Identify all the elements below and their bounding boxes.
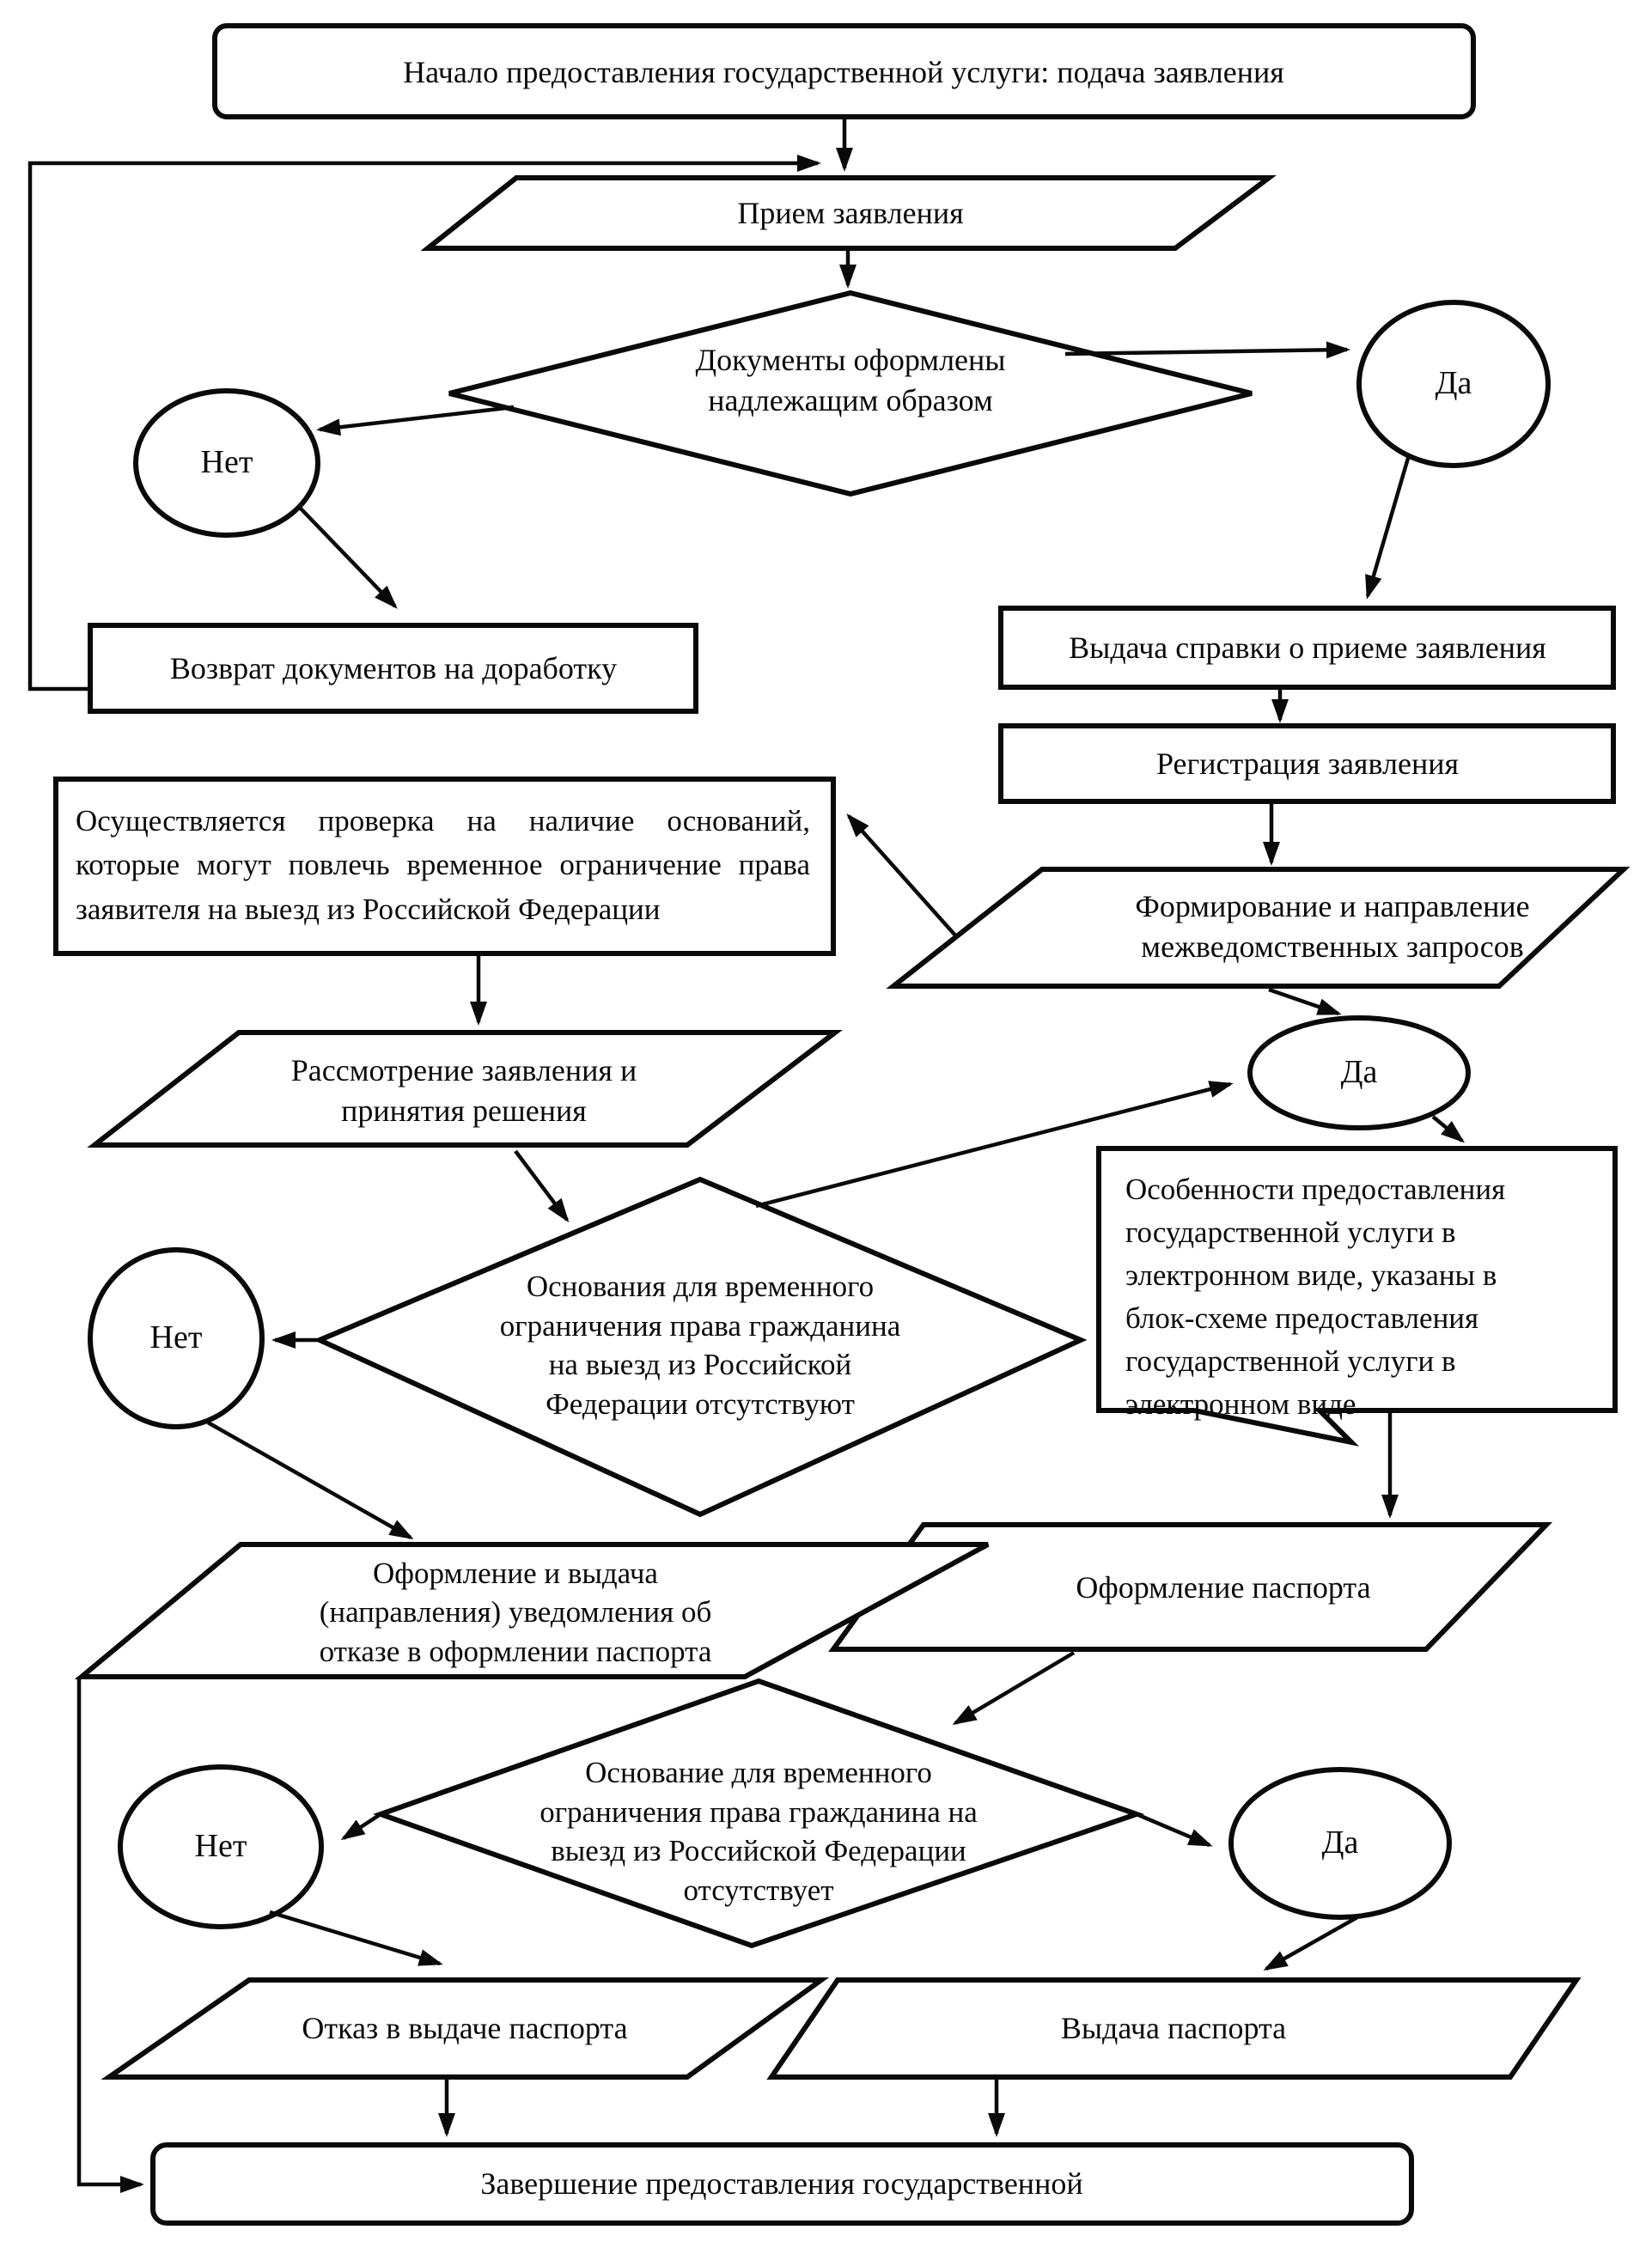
arrow-yes-to-receipt xyxy=(1368,455,1409,596)
passport-refusal-label: Отказ в выдаче паспорта xyxy=(302,2010,628,2045)
grounds-absent-1-diamond xyxy=(320,1179,1081,1514)
docs-check-yes-label: Да xyxy=(1435,365,1472,402)
grounds-absent-2-yes-circle xyxy=(1231,1770,1449,1917)
docs-check-no-circle xyxy=(136,391,318,535)
grounds-absent-1-no-circle xyxy=(90,1250,262,1427)
refusal-notification-label: Оформление и выдача (направления) уведомления об отказе в оформлении паспорта xyxy=(319,1556,712,1668)
docs-check-yes-circle xyxy=(1359,302,1548,466)
arrow-yes-to-e-service-note xyxy=(1433,1117,1462,1141)
review-parallelogram xyxy=(94,1033,835,1145)
arrow-no-to-return-docs xyxy=(301,509,395,606)
return-docs-box xyxy=(90,625,696,711)
passport-issue-parallelogram xyxy=(771,1980,1576,2077)
arrow-refusal-notification-to-finish xyxy=(79,1677,141,2184)
grounds-absent-2-no-circle xyxy=(120,1767,321,1927)
receipt-issue-box xyxy=(1001,608,1613,687)
interagency-label: Формирование и направление межведомственных запросов xyxy=(1135,889,1530,964)
grounds-absent-1-no-label: Нет xyxy=(149,1319,203,1356)
passport-processing-label: Оформление паспорта xyxy=(1076,1569,1371,1605)
passport-issue-label: Выдача паспорта xyxy=(1060,2010,1287,2045)
passport-refusal-parallelogram xyxy=(109,1980,821,2077)
grounds-check-note-box xyxy=(56,779,833,953)
grounds-absent-2-yes-label: Да xyxy=(1321,1825,1359,1861)
arrow-passport-processing-to-grounds-absent-2 xyxy=(955,1653,1074,1723)
refusal-notification-parallelogram xyxy=(82,1544,988,1677)
arrow-grounds-absent-2-to-yes xyxy=(1137,1814,1210,1845)
arrow-interagency-to-yes xyxy=(1269,990,1338,1014)
registration-box xyxy=(1001,726,1613,801)
docs-check-label: Документы оформлены надлежащим образом xyxy=(695,342,1006,417)
finish-node xyxy=(153,2145,1411,2223)
e-service-note-label: Особенности предоставления государственной услуги в электронном виде, указаны в блок-схеме предоставления государственной услуги в электронном виде xyxy=(1125,1173,1506,1422)
arrow-no-to-refusal-notification xyxy=(208,1422,411,1538)
arrow-docs-check-to-no xyxy=(320,407,514,429)
arrow-review-to-grounds-absent-1 xyxy=(515,1151,567,1220)
e-service-note-callout xyxy=(1099,1148,1615,1442)
grounds-absent-2-label: Основание для временного ограничения права гражданина на выезд из Российской Федерации отсутствует xyxy=(539,1756,978,1907)
review-label: Рассмотрение заявления и принятия решения xyxy=(290,1053,637,1128)
grounds-absent-1-label: Основания для временного ограничения права гражданина на выезд из Российской Федерации отсутствуют xyxy=(499,1270,901,1421)
grounds-absent-2-diamond xyxy=(381,1681,1137,1946)
arrow-docs-check-to-yes xyxy=(1065,350,1347,354)
start-label: Начало предоставления государственной услуги: подача заявления xyxy=(403,54,1284,89)
grounds-check-note-label: Осуществляется проверка на наличие оснований, которые могут повлечь временное ограничение права заявителя на выезд из Российской Федерации xyxy=(76,804,810,926)
registration-label: Регистрация заявления xyxy=(1155,746,1460,781)
docs-check-diamond xyxy=(449,293,1252,494)
arrow-grounds-absent-2-to-no xyxy=(344,1814,381,1838)
docs-check-no-label: Нет xyxy=(200,444,253,481)
interagency-parallelogram xyxy=(893,869,1624,986)
interagency-yes-label: Да xyxy=(1340,1054,1378,1091)
arrow-no-to-passport-refusal xyxy=(270,1912,440,1964)
arrow-yes-to-passport-issue xyxy=(1266,1917,1357,1969)
reception-parallelogram xyxy=(428,178,1269,248)
grounds-absent-2-no-label: Нет xyxy=(194,1828,247,1865)
interagency-yes-circle xyxy=(1250,1018,1468,1128)
start-node xyxy=(215,26,1473,117)
reception-label: Прием заявления xyxy=(737,195,964,230)
finish-label: Завершение предоставления государственной xyxy=(480,2166,1083,2201)
receipt-issue-label: Выдача справки о приеме заявления xyxy=(1069,630,1546,665)
arrow-interagency-to-grounds-note xyxy=(849,816,956,936)
return-docs-label: Возврат документов на доработку xyxy=(169,650,618,685)
